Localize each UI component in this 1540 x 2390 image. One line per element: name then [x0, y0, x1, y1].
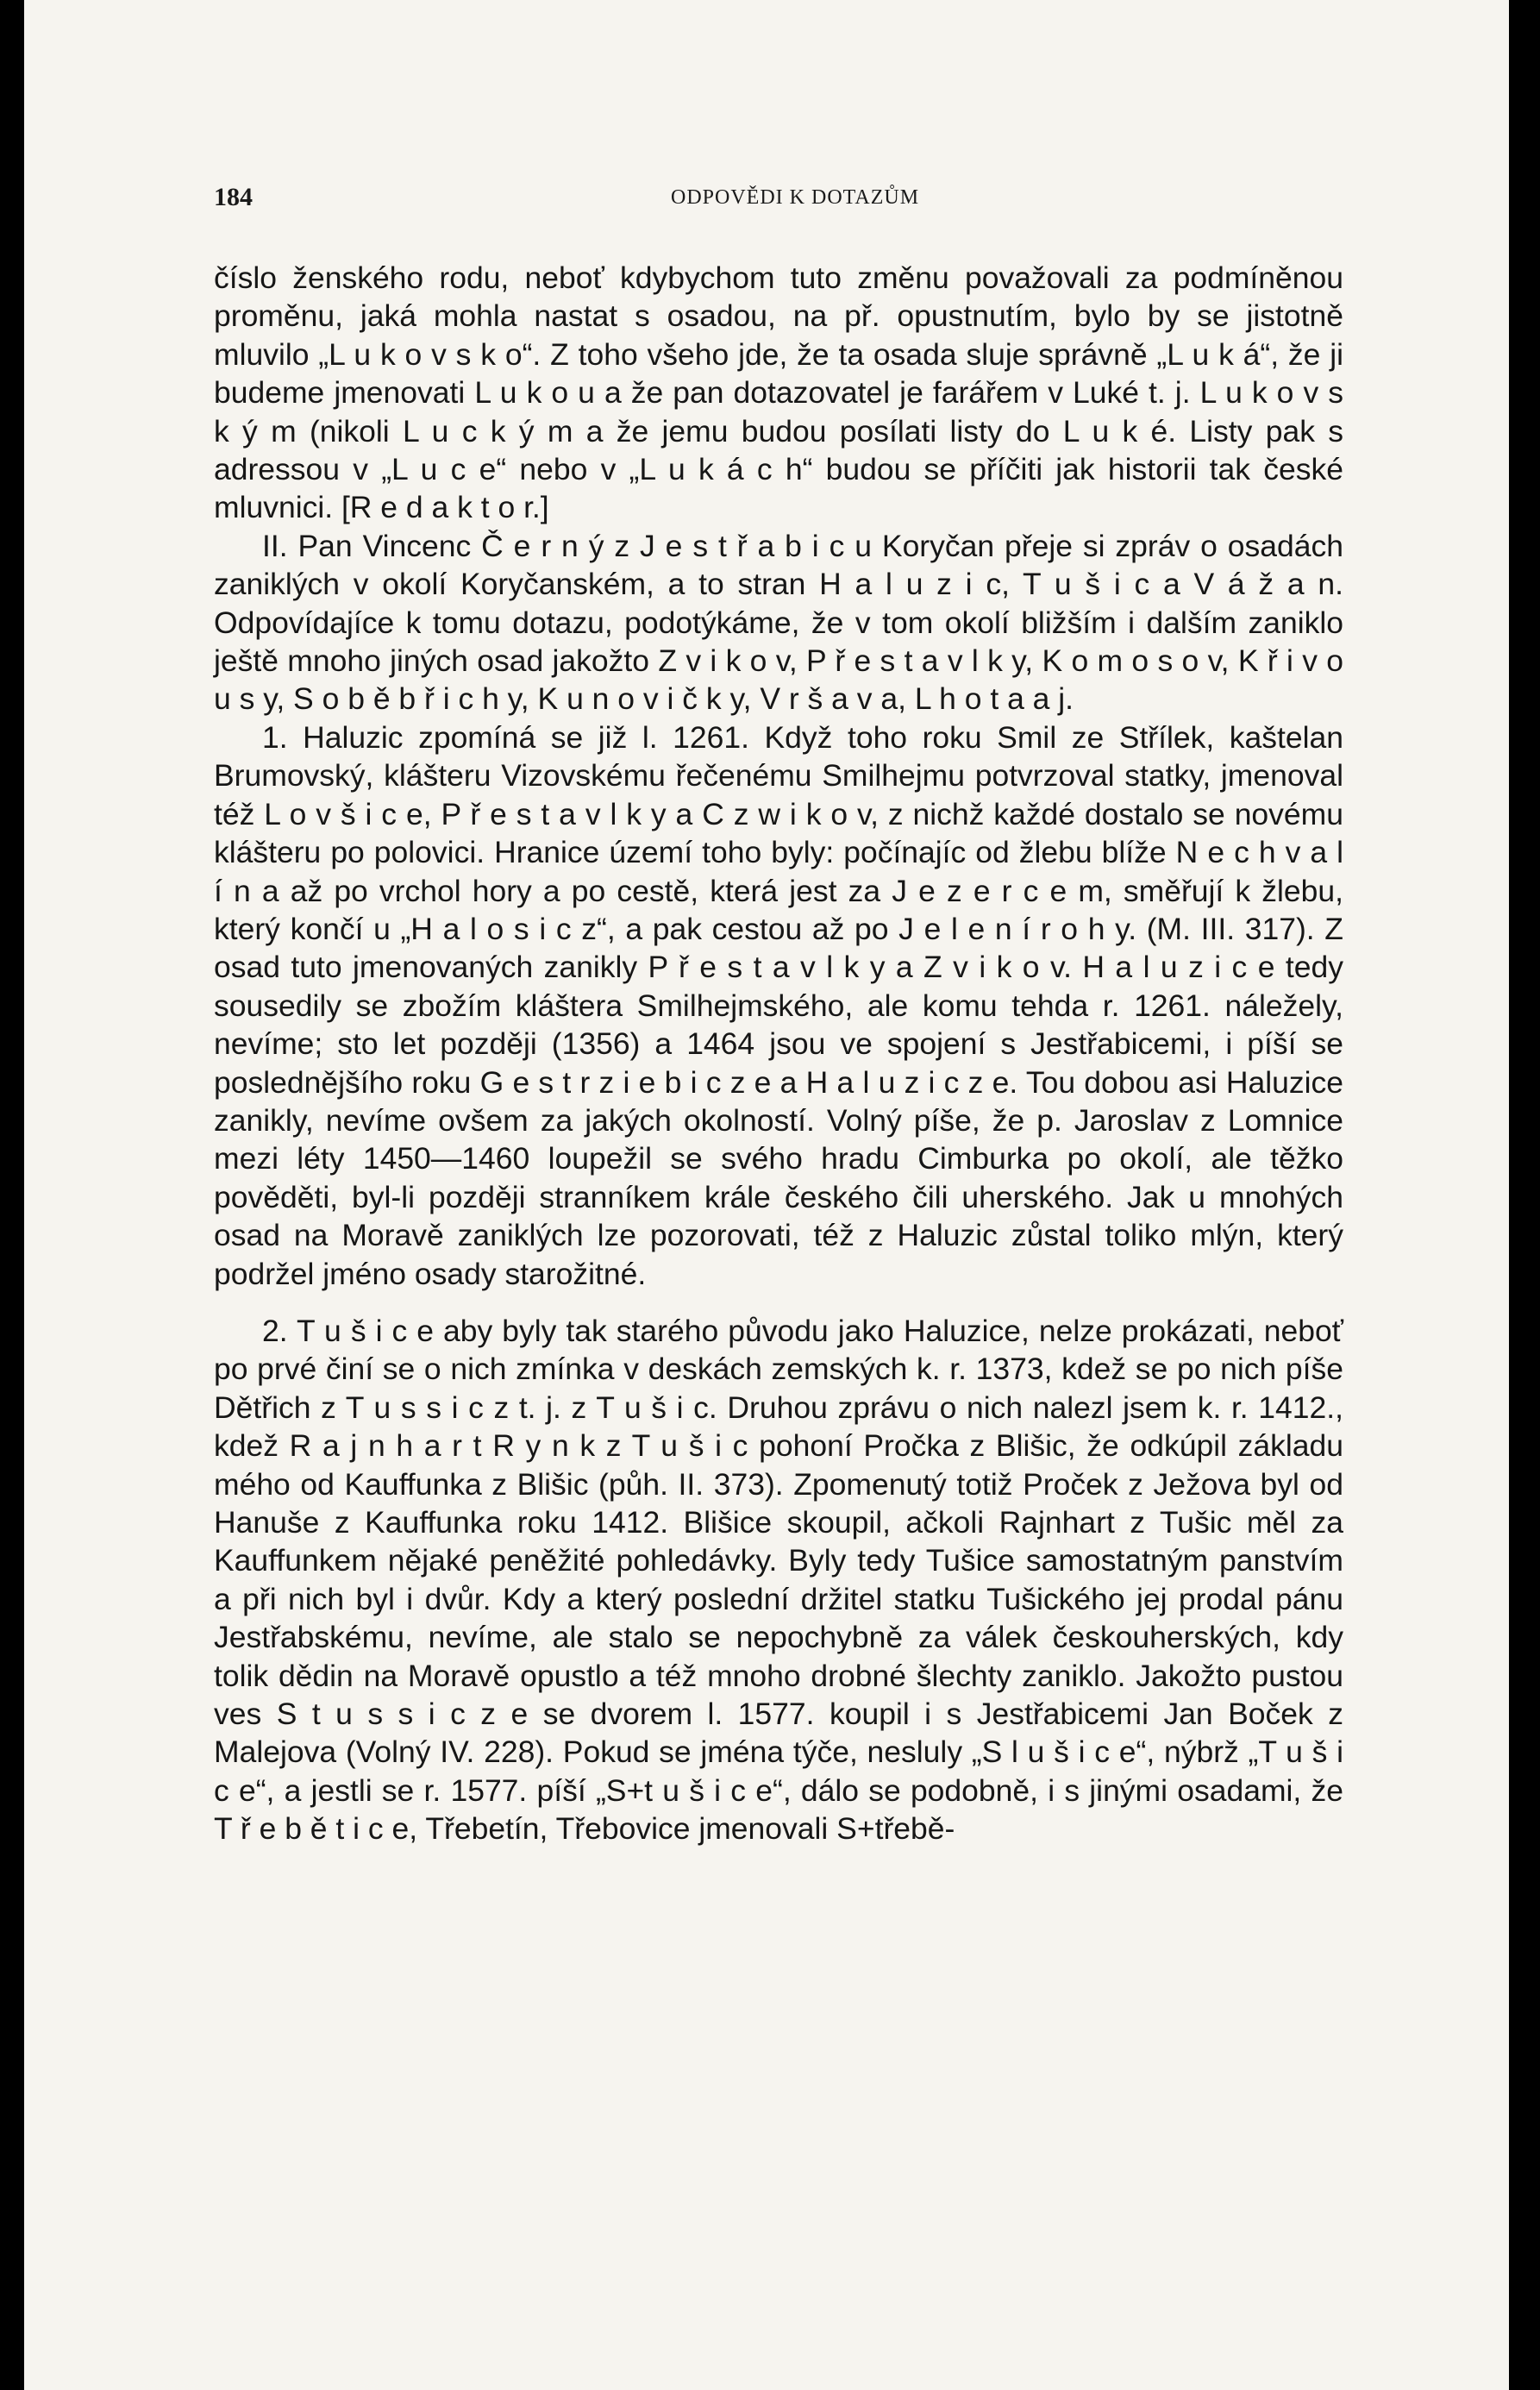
paragraph-haluzic: 1. Haluzic zpomíná se již l. 1261. Když toho roku Smil ze Střílek, kaštelan Brumovský, klášteru Vizovskému řečenému Smilhejmu potvrzoval statky, jmenoval též L o v š i c e, P ř e s t a v l k y a C z w i k o v, z nichž každé dostalo se novému klášteru po polovici. Hranice území toho byly: počínajíc od žlebu blíže N e c h v a l í n a až po vrchol hory a po cestě, která jest za J e z e r c e m, směřují k žlebu, který končí u „H a l o s i c z“, a pak cestou až po J e l e n í r o h y. (M. III. 317). Z osad tuto jmenovaných zanikly P ř e s t a v l k y a Z v i k o v. H a l u z i c e tedy sousedily se zbožím kláštera Smilhejmského, ale komu tehda r. 1261. náležely, nevíme; sto let později (1356) a 1464 jsou ve spojení s Jestřabicemi, i píší se poslednějšího roku G e s t r z i e b i c z e a H a l u z i c z e. Tou dobou asi Haluzice zanikly, nevíme ovšem za jakých okolností. Volný píše, že p. Jaroslav z Lomnice mezi léty 1450—1460 loupežil se svého hradu Cimburka po okolí, ale těžko pověděti, byl-li později stranníkem krále českého čili uherského. Jak u mnohých osad na Moravě zaniklých lze pozorovati, též z Haluzic zůstal toliko mlýn, který podržel jméno osady starožitné.: [214, 719, 1343, 1291]
paragraph-tusice: 2. T u š i c e aby byly tak starého původu jako Haluzice, nelze prokázati, neboť po prvé činí se o nich zmínka v deskách zemských k. r. 1373, kdež se po nich píše Dětřich z T u s s i c z t. j. z T u š i c. Druhou zprávu o nich nalezl jsem k. r. 1412., kdež R a j n h a r t R y n k z T u š i c pohoní Pročka z Blišic, že odkúpil základu mého od Kauffunka z Blišic (půh. II. 373). Zpomenutý totiž Proček z Ježova byl od Hanuše z Kauffunka roku 1412. Blišice skoupil, ačkoli Rajnhart z Tušic měl za Kauffunkem nějaké peněžité pohledávky. Byly tedy Tušice samostatným panstvím a při nich byl i dvůr. Kdy a který poslední držitel statku Tušického jej prodal pánu Jestřabskému, nevíme, ale stalo se nepochybně za válek českouherských, kdy tolik dědin na Moravě opustlo a též mnoho drobné šlechty zaniklo. Jakožto pustou ves S t u s s i c z e se dvorem l. 1577. koupil i s Jestřabicemi Jan Boček z Malejova (Volný IV. 228). Pokud se jména týče, nesluly „S l u š i c e“, nýbrž „T u š i c e“, a jestli se r. 1577. píší „S+t u š i c e“, dálo se podobně, i s jinými osadami, že T ř e b ě t i c e, Třebetín, Třebovice jmenovali S+třebě-: [214, 1313, 1343, 1847]
running-head: ODPOVĚDI K DOTAZŮM: [671, 186, 920, 209]
paragraph-continuation: číslo ženského rodu, neboť kdybychom tuto změnu považovali za podmíněnou proměnu, jaká mohla nastat s osadou, na př. opustnutím, bylo by se jistotně mluvilo „L u k o v s k o“. Z toho všeho jde, že ta osada sluje správně „L u k á“, že ji budeme jmenovati L u k o u a že pan dotazovatel je farářem v Luké t. j. L u k o v s k ý m (nikoli L u c k ý m a že jemu budou posílati listy do L u k é. Listy pak s adressou v „L u c e“ nebo v „L u k á c h“ budou se příčiti jak historii tak české mluvnici. [R e d a k t o r.]: [214, 260, 1343, 525]
page-header: [214, 183, 1361, 217]
body-text: [214, 259, 1343, 1848]
page: [24, 0, 1509, 2390]
paragraph-question-ii: II. Pan Vincenc Č e r n ý z J e s t ř a b i c u Koryčan přeje si zpráv o osadách zaniklých v okolí Koryčanském, a to stran H a l u z i c, T u š i c a V á ž a n. Odpovídajíce k tomu dotazu, podotýkáme, že v tom okolí bližším i dalším zaniklo ještě mnoho jiných osad jakožto Z v i k o v, P ř e s t a v l k y, K o m o s o v, K ř i v o u s y, S o b ě b ř i c h y, K u n o v i č k y, V r š a v a, L h o t a a j.: [214, 528, 1343, 717]
page-number: 184: [214, 183, 253, 211]
